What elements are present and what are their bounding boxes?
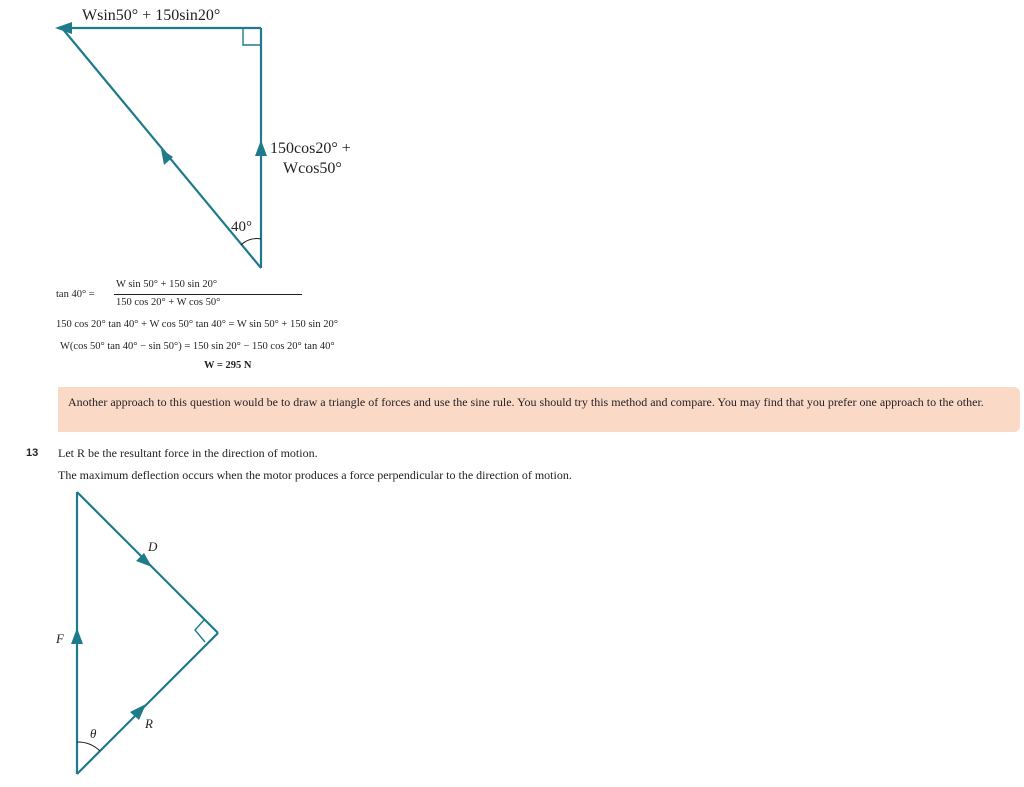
theta-arc [77,742,100,751]
tip-note-box [58,387,1020,432]
arrow-right-icon [255,140,267,156]
tip-note-text: Another approach to this question would be to draw a triangle of forces and use the sine rule. You should try this method and compare. You may find that you prefer one approach to the other. [68,395,984,409]
force-triangle-diagram [0,0,420,280]
angle-arc [241,239,261,245]
arrow-d-icon [136,553,152,567]
working-line-2: W(cos 50° tan 40° − sin 50°) = 150 sin 20° − 150 cos 20° tan 40° [60,341,335,352]
side-label-line1: 150cos20° + [270,140,351,157]
question-line-2: The maximum deflection occurs when the motor produces a force perpendicular to the direction of motion. [58,468,572,482]
label-d: D [148,539,158,554]
side-r [77,633,218,774]
right-angle-marker-2 [195,620,205,642]
tan-equation [56,279,476,315]
top-label: Wsin50° + 150sin20° [82,7,221,24]
tan-denominator: 150 cos 20° + W cos 50° [116,297,221,308]
label-theta: θ [90,726,97,741]
label-r: R [145,716,153,731]
angle-label: 40° [231,219,252,235]
tan-lhs: tan 40° = [56,289,95,300]
label-f: F [56,631,64,646]
working-result: W = 295 N [204,360,252,371]
arrow-top-icon [55,22,72,34]
tan-numerator: W sin 50° + 150 sin 20° [116,279,218,290]
question-number: 13 [26,447,39,459]
right-angle-marker [243,28,261,45]
arrow-f-icon [71,628,83,644]
question-line-1: Let R be the resultant force in the direction of motion. [58,446,318,460]
working-line-1: 150 cos 20° tan 40° + W cos 50° tan 40° = W sin 50° + 150 sin 20° [56,319,338,330]
side-label-line2: Wcos50° [283,160,342,177]
fraction-bar [114,294,302,295]
deflection-triangle-diagram [0,486,300,787]
arrow-hypotenuse-icon [161,149,173,165]
